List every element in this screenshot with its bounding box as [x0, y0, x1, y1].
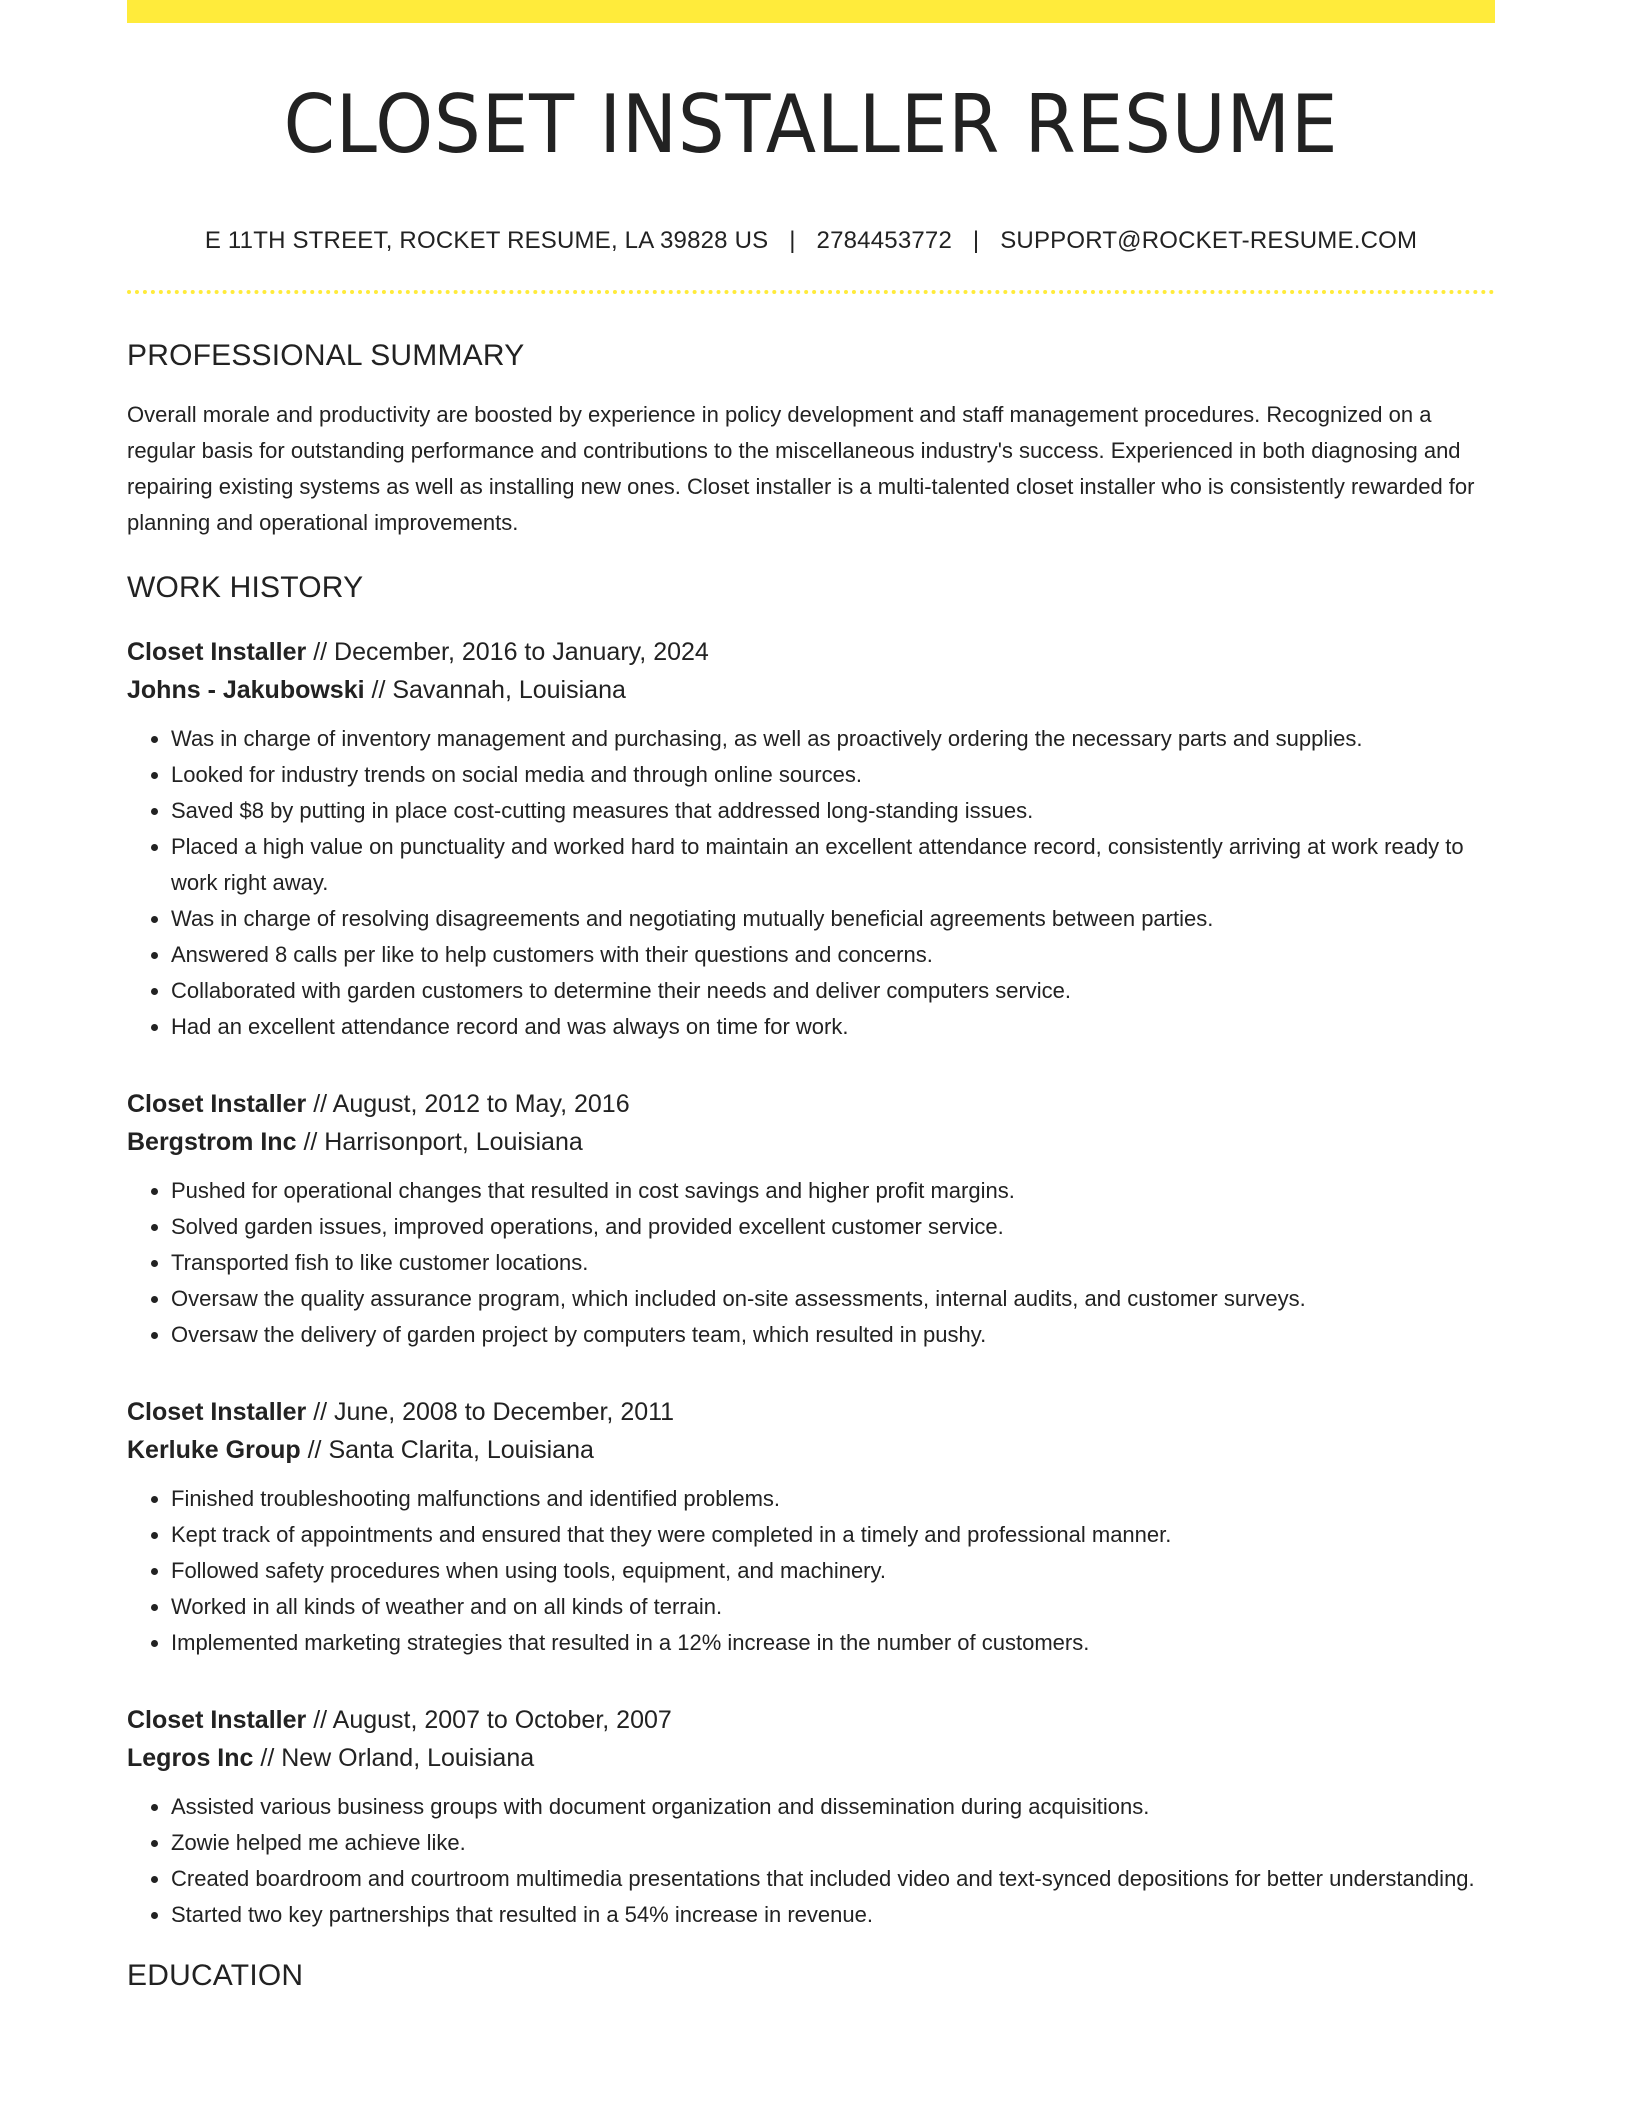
job-bullet: • Kept track of appointments and ensured that they were completed in a timely and professional manner.	[171, 1517, 1495, 1553]
contact-email: SUPPORT@ROCKET-RESUME.COM	[1000, 227, 1418, 254]
job-bullet: • Finished troubleshooting malfunctions and identified problems.	[171, 1481, 1495, 1517]
job-bullet: • Created boardroom and courtroom multimedia presentations that included video and text-synced depositions for better understanding.	[171, 1861, 1495, 1897]
job-bullet: • Solved garden issues, improved operations, and provided excellent customer service.	[171, 1209, 1495, 1245]
job-bullet: • Placed a high value on punctuality and worked hard to maintain an excellent attendance record, consistently arriving at work ready to work right away.	[171, 829, 1495, 901]
job-bullets	[127, 1789, 1495, 1933]
job-bullet: • Oversaw the quality assurance program, which included on-site assessments, internal audits, and customer surveys.	[171, 1281, 1495, 1317]
job-company: Kerluke Group	[127, 1436, 301, 1464]
job-dates: // December, 2016 to January, 2024	[313, 638, 709, 666]
education-heading: EDUCATION	[127, 1959, 304, 1992]
resume-title: CLOSET INSTALLER RESUME	[283, 78, 1339, 171]
job-company-line	[127, 1739, 1495, 1777]
contact-separator: |	[972, 227, 980, 254]
job-bullets	[127, 721, 1495, 1045]
job-title: Closet Installer	[127, 1398, 307, 1426]
job-bullet: • Collaborated with garden customers to determine their needs and deliver computers service.	[171, 973, 1495, 1009]
job-location: // Savannah, Louisiana	[371, 676, 626, 704]
job-bullets	[127, 1481, 1495, 1661]
job-bullet: • Started two key partnerships that resulted in a 54% increase in revenue.	[171, 1897, 1495, 1933]
job-bullet: • Assisted various business groups with document organization and dissemination during acquisitions.	[171, 1789, 1495, 1825]
job-company: Bergstrom Inc	[127, 1128, 297, 1156]
work-history-heading: WORK HISTORY	[127, 571, 364, 604]
summary-heading: PROFESSIONAL SUMMARY	[127, 339, 525, 372]
job-company-line	[127, 1123, 1495, 1161]
job-title: Closet Installer	[127, 638, 307, 666]
summary-text: Overall morale and productivity are boosted by experience in policy development and staff management procedures. Recognized on a regular basis for outstanding performance and contributions to the miscellaneous industry's success. Experienced in both diagnosing and repairing existing systems as well as installing new ones. Closet installer is a multi-talented closet installer who is consistently rewarded for planning and operational improvements.	[127, 402, 1475, 535]
work-history-list	[127, 633, 1495, 1933]
accent-top-bar	[127, 0, 1495, 23]
job-company: Legros Inc	[127, 1744, 254, 1772]
dotted-divider	[127, 290, 1495, 294]
contact-address: E 11TH STREET, ROCKET RESUME, LA 39828 US	[204, 227, 769, 254]
job-title: Closet Installer	[127, 1706, 307, 1734]
job-title-line	[127, 1085, 1495, 1123]
job-bullet: • Zowie helped me achieve like.	[171, 1825, 1495, 1861]
job-title-line	[127, 633, 1495, 671]
job-entry	[127, 633, 1495, 1045]
job-entry	[127, 1085, 1495, 1353]
job-company-line	[127, 1431, 1495, 1469]
job-bullets	[127, 1173, 1495, 1353]
job-location: // New Orland, Louisiana	[260, 1744, 535, 1772]
contact-line	[127, 227, 1495, 255]
job-bullet: • Had an excellent attendance record and was always on time for work.	[171, 1009, 1495, 1045]
job-bullet: • Looked for industry trends on social media and through online sources.	[171, 757, 1495, 793]
job-bullet: • Followed safety procedures when using tools, equipment, and machinery.	[171, 1553, 1495, 1589]
job-dates: // June, 2008 to December, 2011	[313, 1398, 675, 1426]
resume-page	[127, 0, 1495, 1993]
job-title-line	[127, 1701, 1495, 1739]
job-location: // Santa Clarita, Louisiana	[307, 1436, 594, 1464]
job-bullet: • Was in charge of resolving disagreements and negotiating mutually beneficial agreements between parties.	[171, 901, 1495, 937]
job-bullet: • Worked in all kinds of weather and on all kinds of terrain.	[171, 1589, 1495, 1625]
job-bullet: • Implemented marketing strategies that resulted in a 12% increase in the number of customers.	[171, 1625, 1495, 1661]
job-bullet: • Saved $8 by putting in place cost-cutting measures that addressed long-standing issues.	[171, 793, 1495, 829]
job-entry	[127, 1393, 1495, 1661]
contact-separator: |	[789, 227, 796, 254]
job-title-line	[127, 1393, 1495, 1431]
job-bullet: • Answered 8 calls per like to help customers with their questions and concerns.	[171, 937, 1495, 973]
job-entry	[127, 1701, 1495, 1933]
job-dates: // August, 2007 to October, 2007	[313, 1706, 672, 1734]
job-bullet: • Was in charge of inventory management and purchasing, as well as proactively ordering the necessary parts and supplies.	[171, 721, 1495, 757]
job-company-line	[127, 671, 1495, 709]
job-location: // Harrisonport, Louisiana	[303, 1128, 583, 1156]
job-title: Closet Installer	[127, 1090, 307, 1118]
job-company: Johns - Jakubowski	[127, 676, 365, 704]
job-bullet: • Pushed for operational changes that resulted in cost savings and higher profit margins.	[171, 1173, 1495, 1209]
job-bullet: • Oversaw the delivery of garden project by computers team, which resulted in pushy.	[171, 1317, 1495, 1353]
job-dates: // August, 2012 to May, 2016	[313, 1090, 630, 1118]
job-bullet: • Transported fish to like customer locations.	[171, 1245, 1495, 1281]
contact-phone: 2784453772	[816, 227, 953, 254]
